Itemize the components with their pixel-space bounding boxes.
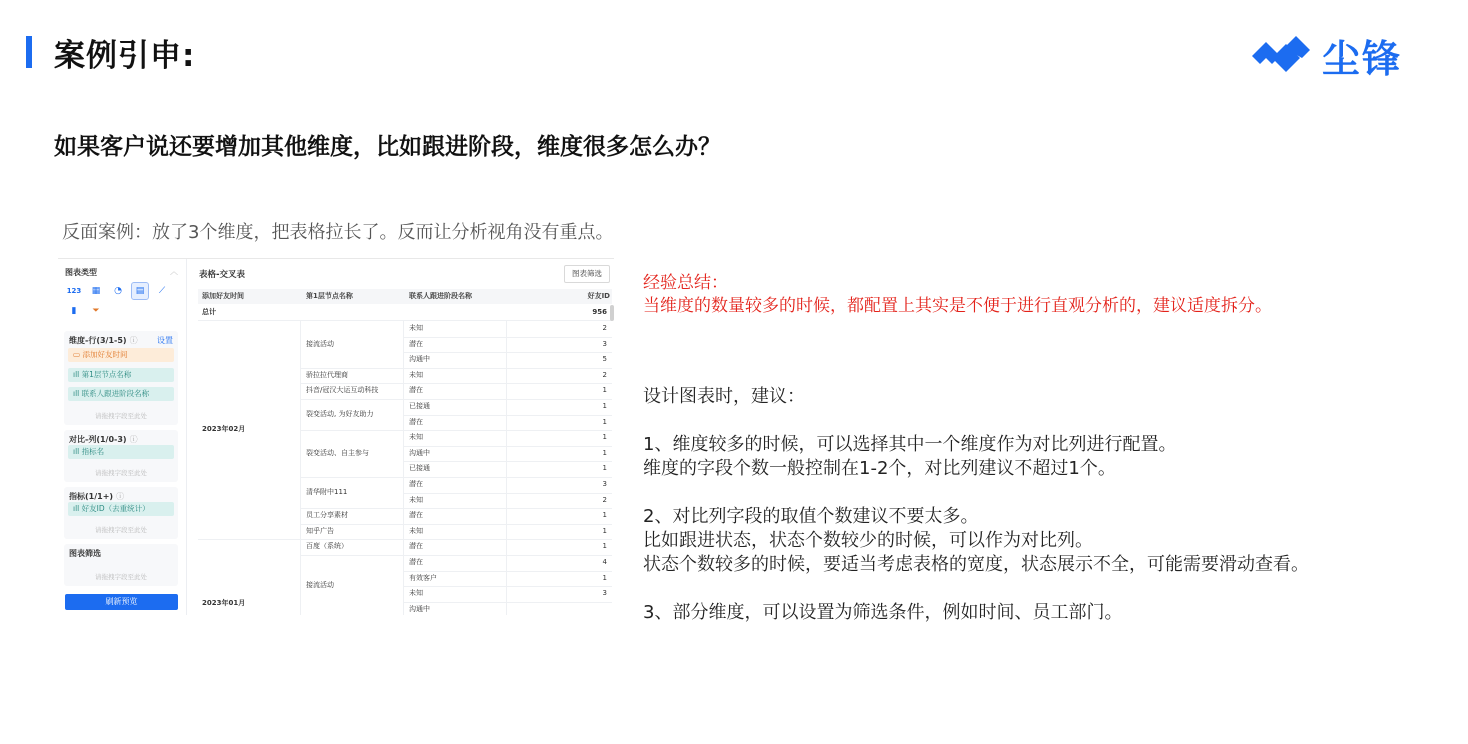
node-name-cell: 员工分享素材 [306,511,348,520]
funnel-chart-icon[interactable]: ⏷ [92,306,100,316]
compare-drop-hint[interactable]: 请拖拽字段至此处 [95,469,147,477]
stage-cell: 未知 [409,324,423,332]
node-name-cell: 百度（系统） [306,542,348,551]
friend-count-cell: 1 [602,433,607,442]
friend-count-cell: 1 [602,542,607,551]
stage-cell: 潜在 [409,480,423,488]
donut-chart-icon[interactable]: ◔ [114,286,122,296]
header-friend-id[interactable]: 好友ID [580,289,610,304]
cross-table-area [192,259,614,615]
stage-cell: 沟通中 [409,355,430,364]
filter-drop-hint[interactable]: 请拖拽字段至此处 [95,573,147,581]
friend-count-cell: 2 [602,495,607,504]
friend-count-cell: 1 [602,402,607,410]
friend-count-cell: 1 [602,464,607,473]
cross-table-icon[interactable]: ▤ [132,283,148,299]
header-node-name[interactable]: 第1层节点名称 [306,289,353,304]
compare-group-label: 对比-列(1/0-3) [69,435,127,444]
stage-cell: 未知 [409,526,423,535]
friend-count-cell: 5 [602,355,607,364]
friend-count-cell: 3 [602,480,607,488]
date-group-cell: 2023年02月 [202,425,246,434]
brand-logo [1250,28,1402,83]
advice-point3: 3、部分维度，可以设置为筛选条件，例如时间、员工部门。 [643,602,1123,623]
friend-count-cell: 1 [602,448,607,457]
dimension-group-label: 维度-行(3/1-5) [69,336,127,345]
advice-point1-line2: 维度的字段个数一般控制在1-2个，对比列建议不超过1个。 [643,458,1116,479]
brand-logo-text: 尘锋 [1322,37,1403,81]
friend-count-cell: 1 [602,386,607,395]
stage-cell: 有效客户 [409,573,437,582]
stage-cell: 已接通 [409,402,430,410]
chart-type-title: 图表类型 [65,268,97,277]
info-icon: ⓘ [129,336,138,345]
total-value: 956 [592,308,607,316]
design-advice [643,385,1309,625]
metric-group [64,487,178,539]
dimension-settings-link[interactable]: 设置 [157,336,173,345]
node-name-cell: 清华附中111 [306,487,348,496]
header-stage-name[interactable]: 联系人跟进阶段名称 [409,289,472,304]
advice-point2-line2: 比如跟进状态，状态个数较少的时候，可以作为对比列。 [643,530,1093,551]
header-add-time[interactable]: 添加好友时间 [202,289,244,304]
info-icon: ⓘ [129,435,138,444]
table-title: 表格-交叉表 [199,270,246,280]
friend-count-cell: 1 [602,573,607,582]
dimension-chip-node-name[interactable]: ıll 第1层节点名称 [68,368,174,382]
title-accent-bar [26,36,32,68]
table-scrollbar[interactable] [610,305,614,321]
friend-count-cell: 2 [602,370,607,379]
bar-chart-icon[interactable]: ▮ [71,306,77,316]
info-icon: ⓘ [116,492,125,501]
key-question: 如果客户说还要增加其他维度，比如跟进阶段，维度很多怎么办？ [54,134,721,160]
friend-count-cell: 3 [602,589,607,598]
node-name-cell: 知乎广告 [306,526,334,535]
advice-point2-line1: 2、对比列字段的取值个数建议不要太多。 [643,506,979,527]
friend-count-cell: 2 [602,324,607,332]
dimension-chip-add-time[interactable]: ▭ 添加好友时间 [68,348,174,362]
summary-heading: 经验总结： [643,273,728,293]
stage-cell: 潜在 [409,542,423,551]
compare-column-group [64,430,178,482]
summary-body: 当维度的数量较多的时候，都配置上其实是不便于进行直观分析的，建议适度拆分。 [643,296,1272,316]
advice-intro: 设计图表时，建议： [643,386,805,407]
metric-drop-hint[interactable]: 请拖拽字段至此处 [95,526,147,534]
stage-cell: 潜在 [409,386,423,395]
counter-example-caption: 反面案例：放了3个维度，把表格拉长了。反而让分析视角没有重点。 [62,222,614,243]
stage-cell: 未知 [409,589,423,598]
friend-count-cell: 1 [602,417,607,426]
total-label: 总计 [202,308,216,316]
stage-cell: 潜在 [409,417,423,426]
dimension-row-group [64,331,178,425]
advice-point1-line1: 1、维度较多的时候，可以选择其中一个维度作为对比列进行配置。 [643,434,1177,455]
node-name-cell: 裂变活动、自主参与 [306,448,369,457]
filter-group-label: 图表筛选 [69,549,101,558]
stage-cell: 潜在 [409,339,423,348]
table-icon[interactable]: ▦ [91,286,101,296]
collapse-caret-icon[interactable]: ︿ [170,267,178,276]
refresh-preview-button[interactable]: 刷新预览 [65,594,178,610]
metric-chip-friend-id[interactable]: ıll 好友ID（去重统计） [68,502,174,516]
embedded-bi-screenshot [58,258,614,615]
dimension-drop-hint[interactable]: 请拖拽字段至此处 [95,412,147,420]
advice-point2-line3: 状态个数较多的时候，要适当考虑表格的宽度，状态展示不全，可能需要滑动查看。 [643,554,1309,575]
chart-config-panel [58,259,187,615]
friend-count-cell: 4 [602,558,607,566]
stage-cell: 未知 [409,495,423,504]
number-card-icon[interactable]: 123 [66,287,82,295]
page-title: 案例引申: [54,38,196,74]
stage-cell: 沟通中 [409,604,430,613]
node-name-cell: 接流活动 [306,339,334,348]
table-header-row [198,289,612,304]
node-name-cell: 骄拉拉代理商 [306,370,348,379]
stage-cell: 潜在 [409,511,423,520]
friend-count-cell: 1 [602,511,607,520]
node-name-cell: 抖音/冠汉大运互动科技 [306,386,379,395]
metric-group-label: 指标(1/1+) [69,492,114,501]
stage-cell: 潜在 [409,558,423,566]
chart-filter-group [64,544,178,586]
stage-cell: 沟通中 [409,448,430,457]
friend-count-cell: 1 [602,526,607,535]
compare-chip-metric-name[interactable]: ıll 指标名 [68,445,174,459]
chart-filter-button[interactable]: 图表筛选 [564,265,610,283]
node-name-cell: 接流活动 [306,581,334,590]
brand-mark-icon [1250,34,1312,78]
stage-cell: 未知 [409,370,423,379]
stage-cell: 已接通 [409,464,430,473]
date-group-cell: 2023年01月 [202,598,246,607]
line-chart-icon[interactable]: ⟋ [158,286,166,296]
dimension-chip-stage-name[interactable]: ıll 联系人跟进阶段名称 [68,387,174,401]
chart-type-icons [66,283,182,319]
stage-cell: 未知 [409,433,423,442]
node-name-cell: 裂变活动, 为好友助力 [306,409,374,418]
friend-count-cell: 3 [602,339,607,348]
